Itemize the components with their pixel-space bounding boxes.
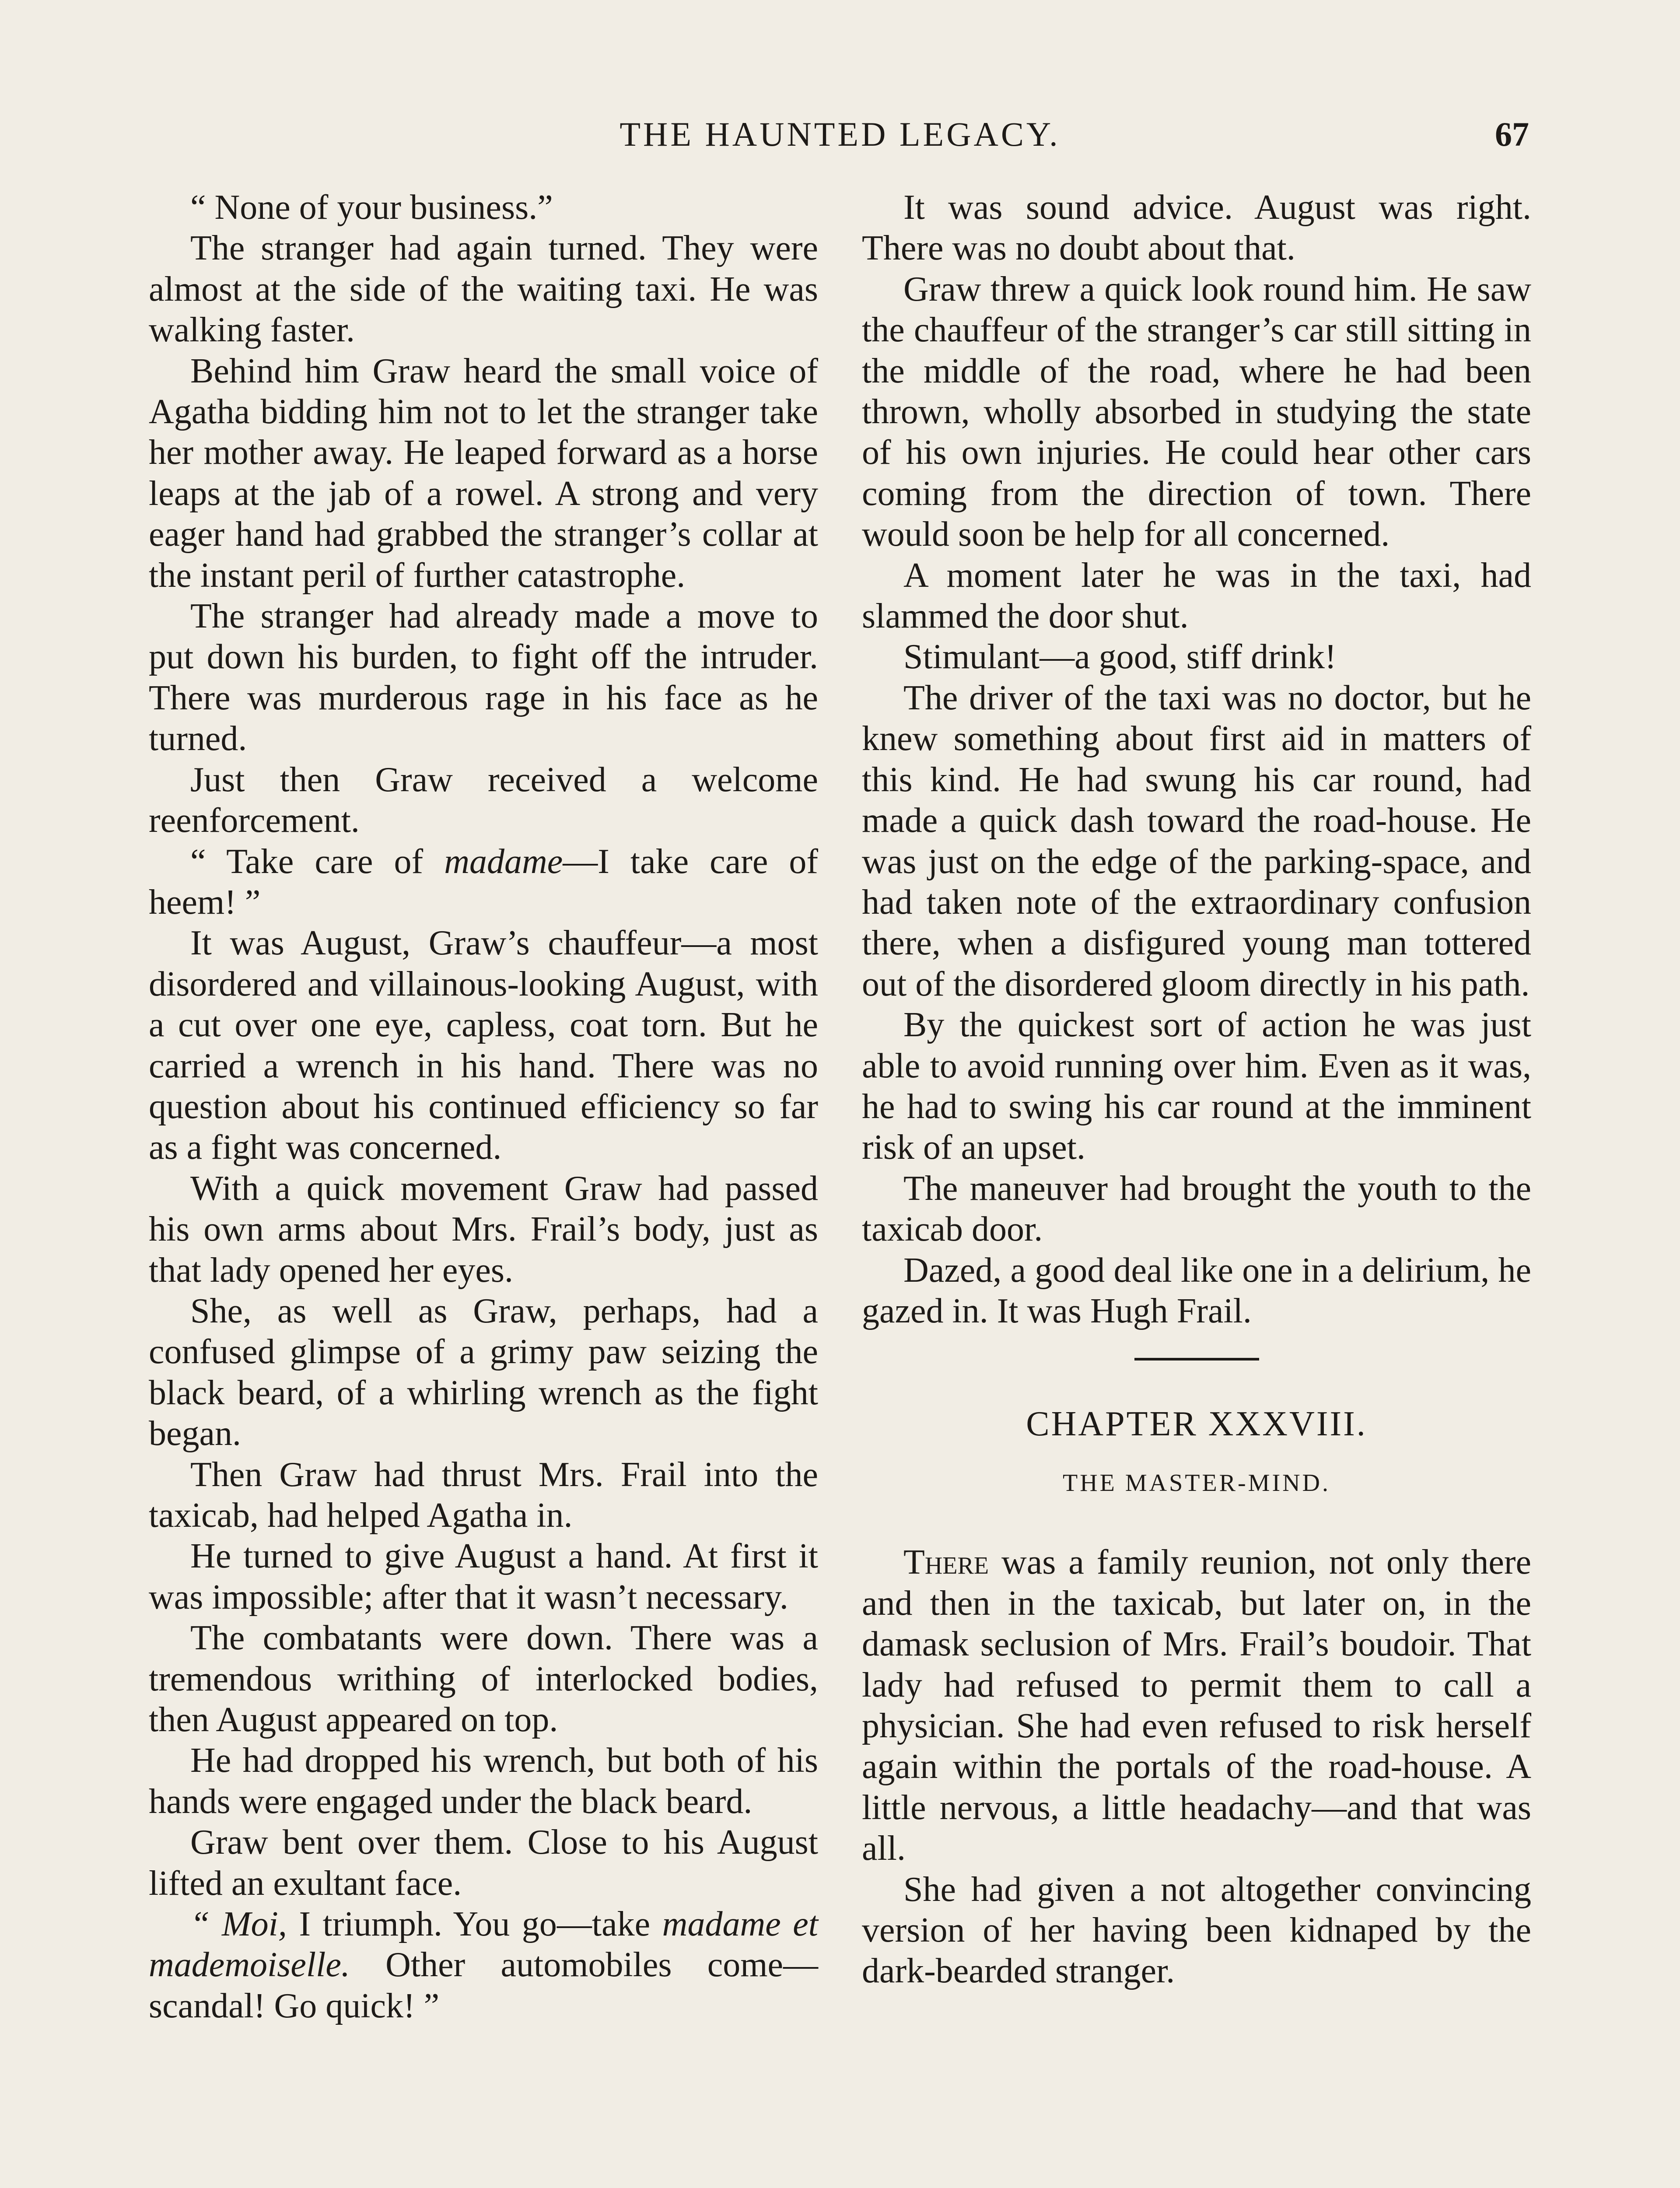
- quote-italic: “ Moi,: [190, 1905, 287, 1944]
- right-column: [862, 187, 1531, 1992]
- quote-text: “ Take care of: [190, 842, 444, 881]
- paragraph: Graw threw a quick look round him. He saw the chauffeur of the stranger’s car still sitting in the middle of the road, where he had been thrown, wholly absorbed in studying the state of his own injuries. He could hear other cars coming from the direction of town. There would soon be help for all concerned.: [862, 270, 1531, 554]
- paragraph: The maneuver had brought the youth to the taxicab door.: [862, 1169, 1531, 1249]
- paragraph: Just then Graw received a welcome reenforcement.: [149, 760, 818, 840]
- paragraph-text: was a family reunion, not only there and then in the taxicab, but later on, in the damask seclusion of Mrs. Frail’s boudoir. That lady had refused to permit them to call a physician. She had even refused to risk herself again within the portals of the road-house. A little nervous, a little headachy—and that was all.: [862, 1543, 1531, 1868]
- paragraph: The driver of the taxi was no doctor, but he knew something about first aid in matters of this kind. He had swung his car round, had made a quick dash toward the road-house. He was just on the edge of the parking-space, and had taken note of the extraordinary confusion there, when a disfigured young man tottered out of the disordered gloom directly in his path.: [862, 678, 1531, 1003]
- quote-italic: madame et mademoiselle.: [149, 1905, 819, 1985]
- quote-italic: madame: [444, 842, 563, 881]
- paragraph: With a quick movement Graw had passed his own arms about Mrs. Frail’s body, just as that lady opened her eyes.: [149, 1169, 818, 1290]
- paragraph: He had dropped his wrench, but both of his hands were engaged under the black beard.: [149, 1741, 818, 1821]
- paragraph: A moment later he was in the taxi, had slammed the door shut.: [862, 556, 1531, 636]
- quote-text: I triumph. You go—take: [287, 1905, 662, 1944]
- quote-paragraph: [149, 842, 818, 923]
- paragraph: Graw bent over them. Close to his August lifted an exultant face.: [149, 1823, 818, 1903]
- paragraph: She, as well as Graw, perhaps, had a confused glimpse of a grimy paw seizing the black beard, of a whirling wrench as the fight began.: [149, 1291, 818, 1453]
- left-column: [149, 187, 818, 2027]
- paragraph: He turned to give August a hand. At first it was impossible; after that it wasn’t necessary.: [149, 1537, 818, 1616]
- chapter-title: CHAPTER XXXVIII.: [1026, 1405, 1367, 1444]
- section-divider: [1134, 1358, 1259, 1360]
- lead-word: There: [903, 1543, 989, 1582]
- quote-text: Other automobiles come—scandal! Go quick! ”: [149, 1946, 818, 2025]
- paragraph: Behind him Graw heard the small voice of Agatha bidding him not to let the stranger take her mother away. He leaped forward as a horse leaps at the jab of a rowel. A strong and very eager hand had grabbed the stranger’s collar at the instant peril of further catastrophe.: [149, 351, 818, 595]
- chapter-opening-paragraph: [862, 1542, 1531, 1869]
- paragraph: By the quickest sort of action he was just able to avoid running over him. Even as it was, he had to swing his car round at the imminent risk of an upset.: [862, 1006, 1531, 1167]
- paragraph: “ None of your business.”: [190, 188, 553, 227]
- paragraph: Stimulant—a good, stiff drink!: [903, 638, 1337, 677]
- quote-paragraph: [149, 1904, 818, 2027]
- running-title: THE HAUNTED LEGACY.: [620, 115, 1060, 153]
- paragraph: It was August, Graw’s chauffeur—a most disordered and villainous-looking August, with a cut over one eye, capless, coat torn. But he carried a wrench in his hand. There was no question about his continued efficiency so far as a fight was concerned.: [149, 924, 818, 1167]
- paragraph: It was sound advice. August was right. There was no doubt about that.: [862, 188, 1531, 268]
- page-number: 67: [1495, 115, 1529, 153]
- paragraph: She had given a not altogether convincing version of her having been kidnaped by the dark-bearded stranger.: [862, 1870, 1531, 1991]
- chapter-subtitle: THE MASTER-MIND.: [1063, 1469, 1330, 1497]
- running-header: [0, 110, 1680, 158]
- paragraph: The stranger had again turned. They were almost at the side of the waiting taxi. He was walking faster.: [149, 229, 818, 350]
- paragraph: Then Graw had thrust Mrs. Frail into the taxicab, had helped Agatha in.: [149, 1455, 818, 1535]
- paragraph: The combatants were down. There was a tremendous writhing of interlocked bodies, then August appeared on top.: [149, 1619, 818, 1739]
- quote-text: —I take care of heem! ”: [149, 842, 819, 922]
- paragraph: The stranger had already made a move to put down his burden, to fight off the intruder. There was murderous rage in his face as he turned.: [149, 597, 818, 758]
- paragraph: Dazed, a good deal like one in a delirium, he gazed in. It was Hugh Frail.: [862, 1251, 1531, 1330]
